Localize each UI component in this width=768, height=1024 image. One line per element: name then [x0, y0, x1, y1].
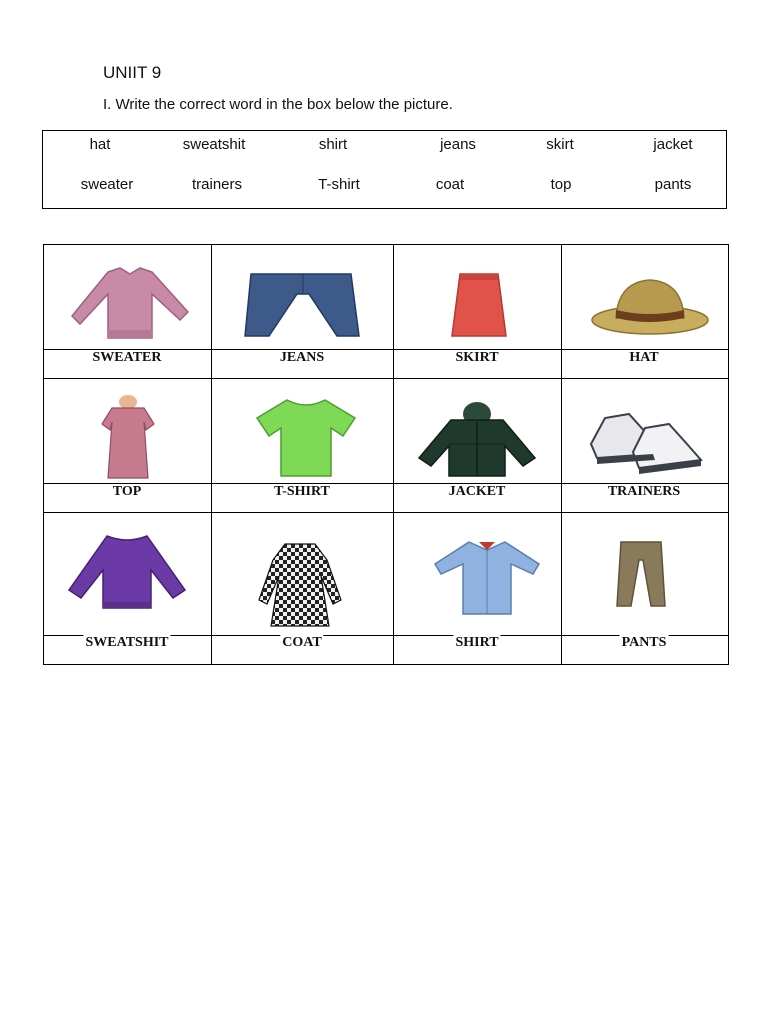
word-bank-item: jeans	[440, 136, 476, 153]
trainers-icon	[583, 404, 707, 476]
grid-line	[43, 664, 729, 665]
grid-line	[43, 378, 729, 379]
word-bank-item: T-shirt	[318, 176, 360, 193]
word-bank-item: jacket	[653, 136, 693, 153]
picture-label: JACKET	[448, 484, 506, 499]
grid-line	[43, 244, 44, 665]
grid-line	[43, 244, 729, 245]
picture-label: PANTS	[621, 635, 667, 650]
shirt-icon	[431, 538, 543, 618]
word-bank-item: skirt	[546, 136, 574, 153]
sweatshirt-icon	[63, 530, 191, 614]
coat-icon	[255, 540, 345, 630]
grid-line	[393, 244, 394, 665]
word-bank	[42, 130, 727, 209]
hat-icon	[588, 274, 712, 340]
picture-label: SKIRT	[455, 350, 499, 365]
instruction-text: I. Write the correct word in the box below the picture.	[103, 96, 453, 113]
picture-label: SWEATSHIT	[85, 635, 169, 650]
picture-label: TOP	[112, 484, 142, 499]
grid-line	[561, 244, 562, 665]
skirt-icon	[448, 270, 510, 340]
word-bank-item: pants	[654, 176, 692, 193]
grid-line	[728, 244, 729, 665]
t-shirt-icon	[253, 396, 359, 480]
sweater-icon	[68, 264, 196, 344]
word-bank-item: sweatshit	[182, 136, 246, 153]
jeans-icon	[241, 270, 365, 340]
jacket-icon	[415, 400, 539, 480]
picture-label: T-SHIRT	[274, 484, 330, 499]
top-icon	[98, 394, 158, 480]
picture-label: SHIRT	[455, 635, 499, 650]
picture-label: TRAINERS	[607, 484, 681, 499]
word-bank-item: shirt	[318, 136, 348, 153]
picture-label: COAT	[282, 635, 322, 650]
word-bank-item: sweater	[80, 176, 134, 193]
grid-line	[43, 512, 729, 513]
picture-label: HAT	[629, 350, 659, 365]
word-bank-item: hat	[89, 136, 111, 153]
pants-icon	[613, 538, 669, 610]
picture-grid	[43, 244, 729, 665]
picture-label: JEANS	[279, 350, 325, 365]
word-bank-item: top	[550, 176, 572, 193]
unit-title: UNIIT 9	[103, 63, 162, 82]
word-bank-item: coat	[435, 176, 465, 193]
picture-label: SWEATER	[92, 350, 162, 365]
grid-line	[211, 244, 212, 665]
word-bank-item: trainers	[191, 176, 243, 193]
